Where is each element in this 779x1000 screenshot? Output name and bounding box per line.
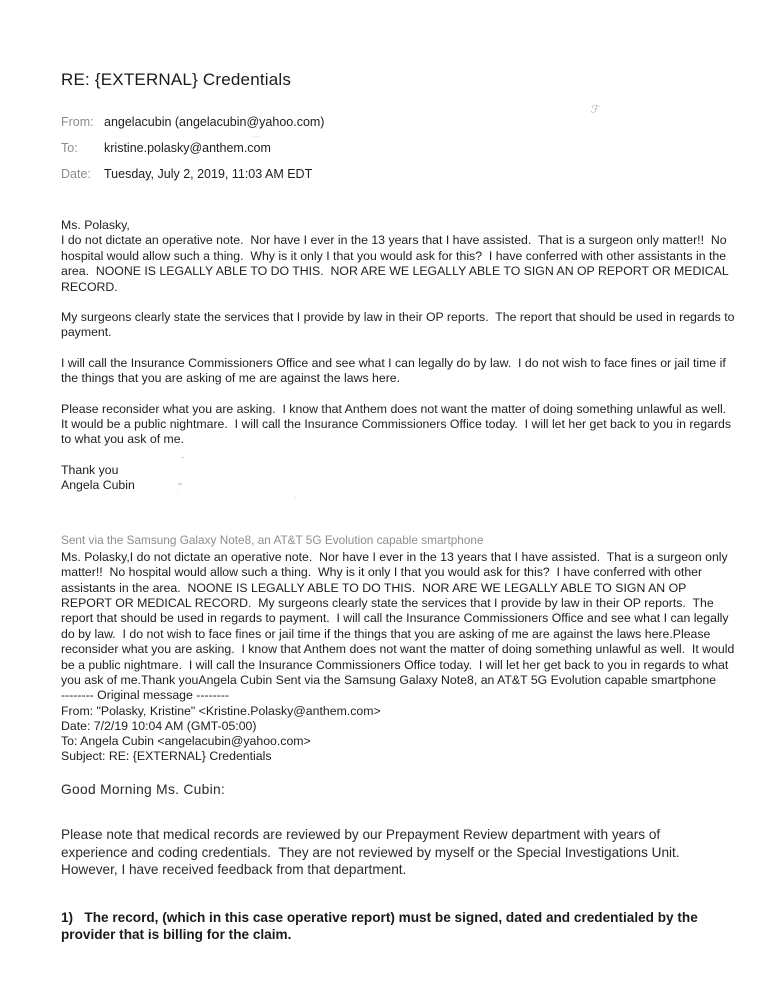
- header-row-to: [61, 135, 737, 161]
- closing-line: Thank you: [61, 462, 119, 477]
- scan-artifact: ˙: [176, 492, 179, 502]
- original-message-date: Date: 7/2/19 10:04 AM (GMT-05:00): [61, 718, 257, 733]
- body-paragraph-3: I will call the Insurance Commissioners Office and see what I can legally do by law. I do not wish to face fines or jail time if the things that you are asking of me are against the laws here.: [61, 355, 730, 386]
- scan-artifact: ˗: [181, 451, 184, 461]
- date-label: Date:: [61, 167, 91, 181]
- header-row-from: [61, 109, 737, 135]
- original-message-subject: Subject: RE: {EXTERNAL} Credentials: [61, 749, 272, 764]
- email-subject-title: RE: {EXTERNAL} Credentials: [61, 70, 292, 89]
- to-value: kristine.polasky@anthem.com: [104, 141, 271, 155]
- scan-artifact: ·: [294, 492, 297, 502]
- body-paragraph-4: Please reconsider what you are asking. I know that Anthem does not want the matter of doing something unlawful as well. It would be a public nightmare. I will call the Insurance Commissioners Office today. I will let her get back to you in regards to what you ask of me.: [61, 401, 735, 447]
- scan-artifact: ᠁: [250, 133, 260, 142]
- salutation: Ms. Polasky,: [61, 218, 130, 232]
- body-paragraph-1: I do not dictate an operative note. Nor have I ever in the 13 years that I have assisted. That is a surgeon only matter!! No hospital would allow such a thing. Why is it only I that you would ask for this? I have conferred with other assistants in the area. NOONE IS LEGALLY ABLE TO DO THIS. NOR ARE WE LEGALLY ABLE TO SIGN AN OP REPORT OR MEDICAL RECORD.: [61, 233, 732, 294]
- reply-paragraph: Please note that medical records are reviewed by our Prepayment Review department with years of experience and coding credentials. They are not reviewed by myself or the Special Investigations Unit. However, I have received feedback from that department.: [61, 827, 684, 877]
- quoted-duplicate-body: Ms. Polasky,I do not dictate an operative note. Nor have I ever in the 13 years that I have assisted. That is a surgeon only matter!! No hospital would allow such a thing. Why is it only I that you would ask for this? I have conferred with other assistants in the area. NOONE IS LEGALLY ABLE TO DO THIS. NOR ARE WE LEGALLY ABLE TO SIGN AN OP REPORT OR MEDICAL RECORD. My surgeons clearly state the services that I provide by law in their OP reports. The report that should be used in regards to payment. I will call the Insurance Commissioners Office and see what I can legally do by law. I do not wish to face fines or jail time if the things that you are asking of me are against the laws here.Please reconsider what you are asking. I know that Anthem does not want the matter of doing something unlawful as well. It would be a public nightmare. I will call the Insurance Commissioners Office today. I will let her get back to you in regards to what you ask of me.Thank youAngela Cubin Sent via the Samsung Galaxy Note8, an AT&T 5G Evolution capable smartphone: [61, 549, 738, 687]
- original-message-block: [61, 688, 737, 764]
- date-value: Tuesday, July 2, 2019, 11:03 AM EDT: [104, 167, 313, 181]
- reply-numbered-point: 1) The record, (which in this case operative report) must be signed, dated and credentialed by the provider that is billing for the claim.: [61, 909, 702, 943]
- reply-greeting: Good Morning Ms. Cubin:: [61, 782, 226, 798]
- from-label: From:: [61, 115, 94, 129]
- original-message-to: To: Angela Cubin <angelacubin@yahoo.com>: [61, 733, 311, 748]
- document-content: [61, 70, 737, 943]
- email-body: [61, 218, 737, 494]
- reply-section: [61, 782, 737, 943]
- body-paragraph-2: My surgeons clearly state the services that I provide by law in their OP reports. The report that should be used in regards to payment.: [61, 310, 738, 340]
- from-value: angelacubin (angelacubin@yahoo.com): [104, 115, 325, 129]
- original-message-from: From: "Polasky, Kristine" <Kristine.Polasky@anthem.com>: [61, 703, 381, 718]
- scan-artifact: ⁃: [177, 479, 183, 491]
- mobile-signature-line: Sent via the Samsung Galaxy Note8, an AT&T 5G Evolution capable smartphone: [61, 532, 484, 547]
- original-message-divider: -------- Original message --------: [61, 688, 230, 703]
- to-label: To:: [61, 141, 78, 155]
- header-row-date: [61, 161, 737, 187]
- signature-name: Angela Cubin: [61, 478, 135, 493]
- scan-artifact: ℱ: [590, 103, 601, 117]
- email-header-block: [61, 109, 737, 187]
